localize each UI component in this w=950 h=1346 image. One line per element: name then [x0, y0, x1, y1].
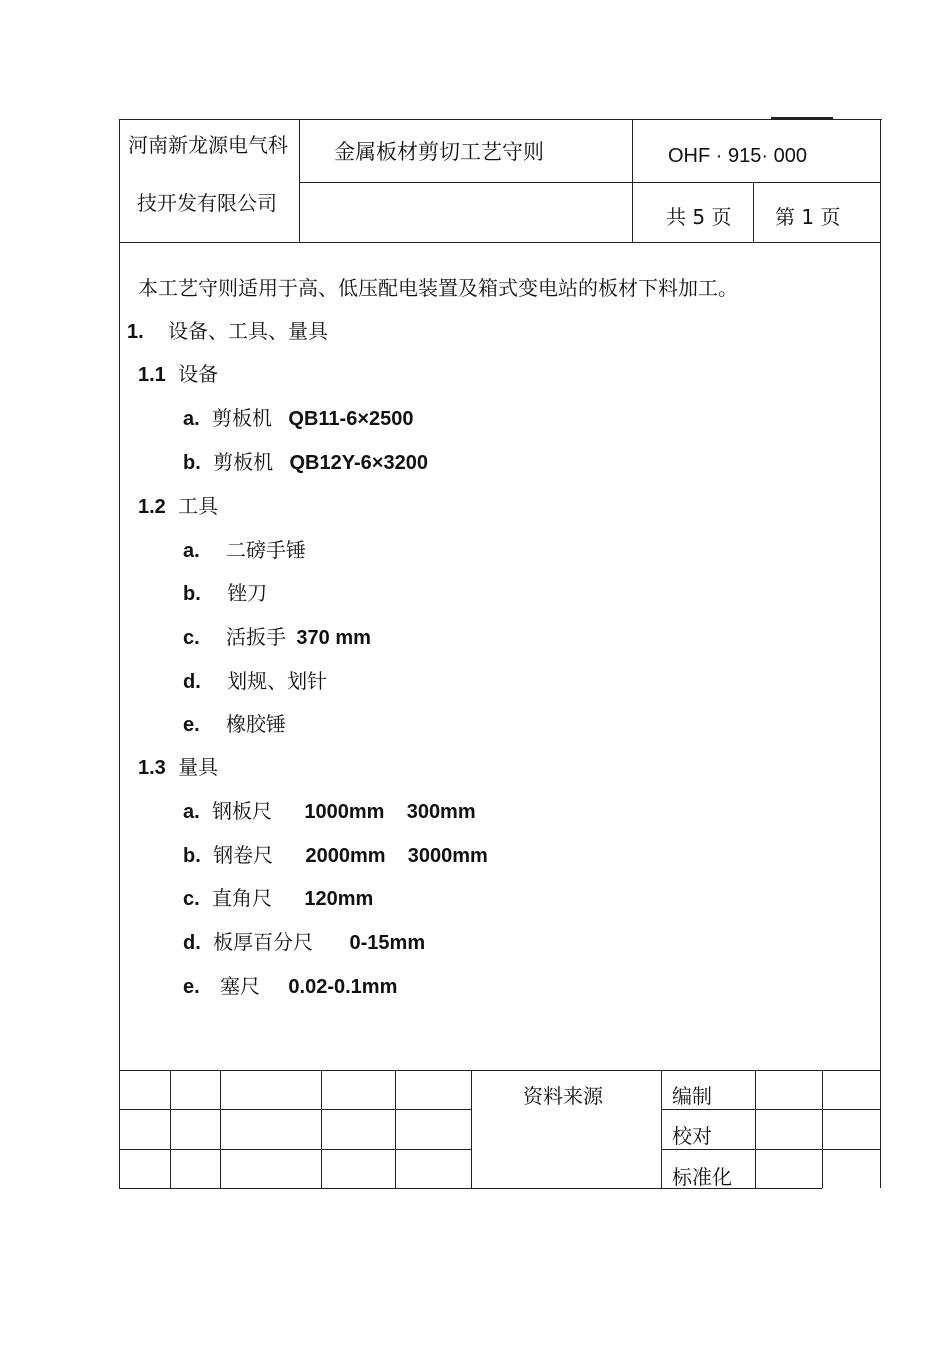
- section-1-heading: [127, 319, 328, 344]
- section-number: 1.3: [138, 757, 166, 779]
- footer-col-8: [822, 1070, 823, 1188]
- footer-row-line-1: [119, 1109, 471, 1110]
- check-label: 校对: [672, 1124, 712, 1148]
- item-letter: c.: [183, 627, 200, 649]
- footer-row-line-2: [119, 1149, 471, 1150]
- item-letter: d.: [183, 932, 201, 954]
- item-spec: QB12Y-6×3200: [289, 452, 428, 474]
- list-item: [183, 930, 425, 955]
- list-item: [183, 581, 267, 606]
- header-divider-2: [632, 119, 633, 242]
- list-item: [183, 712, 286, 737]
- list-item: [183, 669, 327, 694]
- frame-top-line: [119, 119, 882, 120]
- item-name: 钢卷尺: [213, 843, 274, 867]
- total-pages: 共 5 页: [666, 205, 732, 229]
- compile-label: 编制: [672, 1084, 712, 1108]
- item-letter: b.: [183, 583, 201, 605]
- header-divider-3: [753, 182, 754, 242]
- section-title: 设备、工具、量具: [168, 319, 329, 343]
- section-title: 量具: [178, 755, 219, 779]
- footer-col-3: [321, 1070, 322, 1188]
- item-spec: 0-15mm: [349, 932, 426, 954]
- document-title: 金属板材剪切工艺守则: [334, 140, 544, 164]
- section-number: 1.: [127, 321, 144, 343]
- item-spec: 2000mm 3000mm: [305, 845, 488, 867]
- item-spec: 1000mm 300mm: [304, 801, 476, 823]
- item-name: 划规、划针: [227, 669, 328, 693]
- item-letter: d.: [183, 671, 201, 693]
- item-name: 板厚百分尺: [213, 930, 314, 954]
- item-letter: e.: [183, 714, 200, 736]
- section-title: 设备: [178, 362, 219, 386]
- footer-row-line-1b: [661, 1109, 881, 1110]
- item-letter: a.: [183, 540, 200, 562]
- top-mark-line: [771, 117, 833, 119]
- item-spec: 120mm: [304, 888, 374, 910]
- item-name: 直角尺: [212, 886, 273, 910]
- document-code: OHF · 915· 000: [668, 145, 807, 167]
- source-label: 资料来源: [523, 1084, 603, 1108]
- list-item: [183, 974, 397, 999]
- item-letter: e.: [183, 976, 200, 998]
- footer-row-line-2b: [661, 1149, 881, 1150]
- section-title: 工具: [178, 494, 219, 518]
- header-bottom-line: [119, 242, 881, 243]
- footer-col-4: [395, 1070, 396, 1188]
- frame-left-line: [119, 119, 120, 1188]
- item-name: 活扳手: [226, 625, 287, 649]
- item-name: 钢板尺: [212, 799, 273, 823]
- standard-label: 标准化: [672, 1165, 732, 1189]
- list-item: [183, 799, 476, 824]
- list-item: [183, 843, 488, 868]
- company-name-line1: 河南新龙源电气科: [128, 133, 288, 157]
- item-letter: b.: [183, 845, 201, 867]
- header-mid-line: [299, 182, 881, 183]
- footer-col-7: [755, 1070, 756, 1188]
- header-divider-1: [299, 119, 300, 242]
- footer-col-5: [471, 1070, 472, 1188]
- item-spec: QB11-6×2500: [288, 408, 414, 430]
- section-number: 1.2: [138, 496, 166, 518]
- section-1-2-heading: [138, 494, 218, 519]
- item-name: 锉刀: [227, 581, 268, 605]
- item-letter: b.: [183, 452, 201, 474]
- list-item: [183, 406, 414, 431]
- list-item: [183, 625, 371, 650]
- frame-right-line: [880, 119, 881, 1188]
- company-name-line2: 技开发有限公司: [137, 191, 277, 215]
- item-letter: a.: [183, 408, 200, 430]
- section-1-1-heading: [138, 362, 218, 387]
- list-item: [183, 886, 373, 911]
- item-name: 剪板机: [212, 406, 273, 430]
- item-spec: 370 mm: [296, 627, 371, 649]
- intro-paragraph: 本工艺守则适用于高、低压配电装置及箱式变电站的板材下料加工。: [138, 276, 738, 300]
- footer-col-6: [661, 1070, 662, 1188]
- footer-col-1: [170, 1070, 171, 1188]
- list-item: [183, 538, 306, 563]
- item-name: 橡胶锤: [226, 712, 287, 736]
- section-1-3-heading: [138, 755, 218, 780]
- footer-top-line: [119, 1070, 881, 1071]
- item-name: 剪板机: [213, 450, 274, 474]
- item-name: 塞尺: [220, 974, 261, 998]
- item-spec: 0.02-0.1mm: [288, 976, 398, 998]
- item-letter: c.: [183, 888, 200, 910]
- page-number: 第 1 页: [775, 205, 841, 229]
- section-number: 1.1: [138, 364, 166, 386]
- footer-col-2: [220, 1070, 221, 1188]
- item-letter: a.: [183, 801, 200, 823]
- item-name: 二磅手锤: [226, 538, 307, 562]
- list-item: [183, 450, 428, 475]
